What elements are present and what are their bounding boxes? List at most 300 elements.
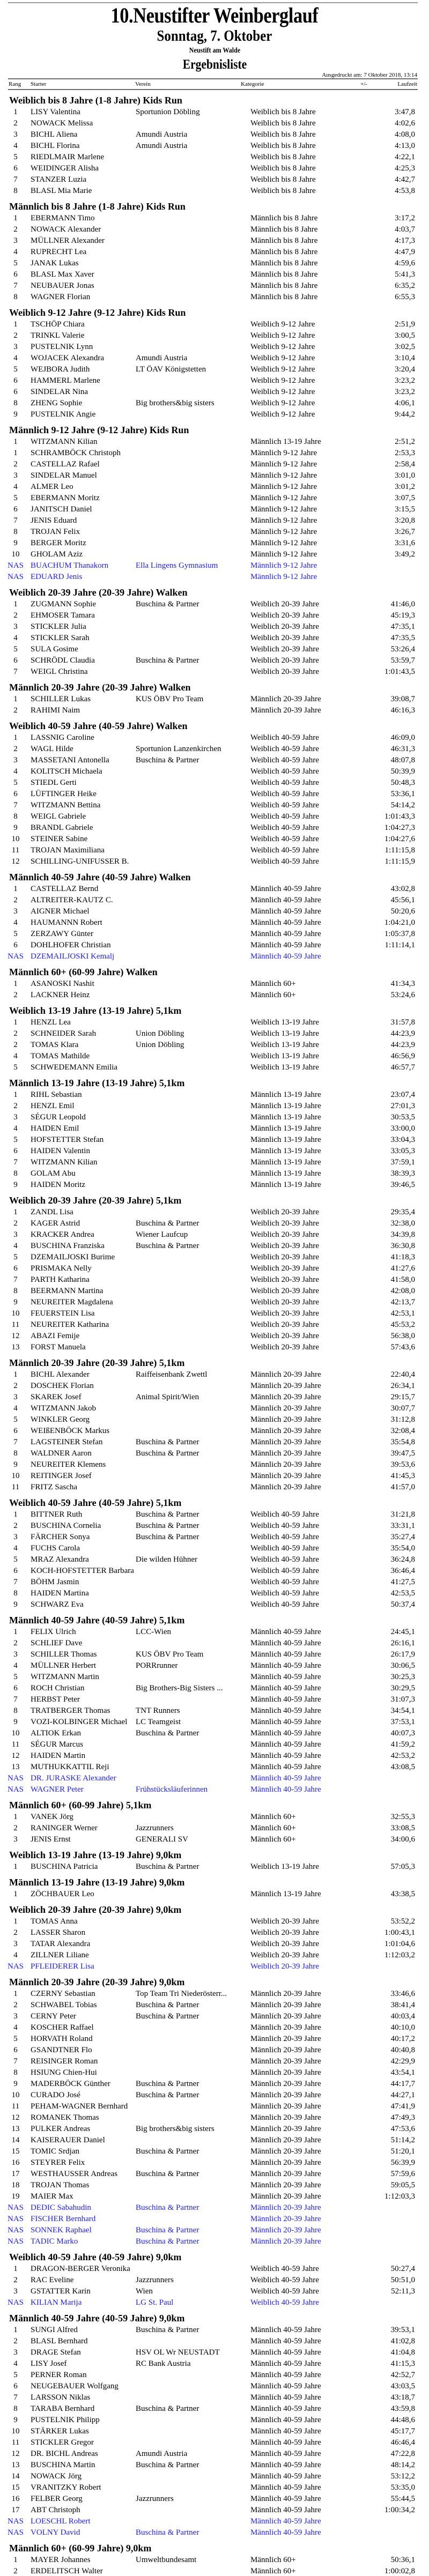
run-time: 32:55,3 (390, 1813, 415, 1821)
section-heading: Männlich bis 8 Jahre (1-8 Jahre) Kids Run (9, 201, 186, 212)
starter-name: MAIER Max (31, 2192, 73, 2201)
category: Männlich 40-59 Jahre (250, 2472, 321, 2481)
category: Weiblich bis 8 Jahre (250, 187, 316, 195)
club: Animal Spirit/Wien (136, 1393, 199, 1401)
run-time: 43:18,7 (390, 2393, 415, 2402)
run-time: 39:47,5 (390, 1449, 415, 1458)
starter-name: BITTNER Ruth (31, 1510, 83, 1519)
category: Männlich 20-39 Jahre (250, 695, 321, 703)
starter-name: TADIC Marko (31, 2237, 78, 2246)
category: Männlich 9-12 Jahre (250, 516, 317, 525)
starter-name: EHMOSER Tamara (31, 611, 95, 620)
starter-name: MÜLLNER Alexander (31, 236, 105, 245)
rank: 5 (13, 778, 18, 787)
rank: 8 (13, 2068, 18, 2077)
rank: NAS (8, 1785, 24, 1794)
starter-name: VRANITZKY Robert (31, 2483, 101, 2492)
run-time: 44:48,6 (390, 2416, 415, 2424)
rank: 1 (13, 885, 18, 893)
rank: 4 (13, 1242, 18, 1250)
rank: 4 (13, 1404, 18, 1413)
rank: 9 (13, 823, 18, 832)
starter-name: TRINKL Valerie (31, 331, 85, 340)
starter-name: FÄRCHER Sonya (31, 1533, 90, 1541)
category: Weiblich 20-39 Jahre (250, 1951, 319, 1959)
category: Weiblich 20-39 Jahre (250, 1287, 319, 1295)
run-time: 41:15,3 (390, 2359, 415, 2368)
starter-name: FRITZ Sascha (31, 1483, 78, 1491)
category: Weiblich 9-12 Jahre (250, 376, 315, 385)
starter-name: PFLEIDERER Lisa (31, 1962, 94, 1971)
event-location-text: Neustift am Walde (189, 47, 240, 55)
run-time: 43:02,8 (390, 885, 415, 893)
rank: 1 (13, 695, 18, 703)
starter-name: FELBER Georg (31, 2495, 83, 2503)
rank: 4 (13, 354, 18, 362)
section-heading: Männlich 40-59 Jahre (40-59 Jahre) 9,0km (9, 2313, 185, 2323)
club: Buschina & Partner (136, 2461, 199, 2469)
column-laufzeit: Laufzeit (397, 81, 417, 87)
rank: 8 (13, 528, 18, 536)
rank: 2 (13, 706, 18, 715)
starter-name: CERNY Peter (31, 2012, 76, 2021)
run-time: 50:36,1 (390, 2556, 415, 2564)
rank: 6 (13, 941, 18, 949)
starter-name: WINKLER Georg (31, 1415, 90, 1424)
club: Big brothers&big sisters (136, 2125, 214, 2133)
section-heading: Männlich 20-39 Jahre (20-39 Jahre) 5,1km (9, 1357, 185, 1368)
starter-name: BICHL Florina (31, 142, 80, 150)
club: Buschina & Partner (136, 2237, 199, 2246)
category: Weiblich 20-39 Jahre (250, 1275, 319, 1284)
starter-name: TOMAS Mathilde (31, 1052, 90, 1060)
rank: 6 (13, 1684, 18, 1692)
category: Männlich 20-39 Jahre (250, 2192, 321, 2201)
rank: 5 (13, 153, 18, 161)
run-time: 41:27,6 (390, 1264, 415, 1273)
category: Männlich 40-59 Jahre (250, 907, 321, 916)
category: Weiblich 20-39 Jahre (250, 1264, 319, 1273)
rank: 1 (13, 1208, 18, 1216)
run-time: 53:26,4 (390, 645, 415, 654)
run-time: 3:26,7 (395, 528, 415, 536)
category: Männlich 20-39 Jahre (250, 1449, 321, 1458)
category: Männlich 20-39 Jahre (250, 1989, 321, 1998)
rank: 2 (13, 611, 18, 620)
run-time: 3:00,5 (395, 331, 415, 340)
run-time: 1:12:03,2 (384, 1951, 415, 1959)
starter-name: FORST Manuela (31, 1343, 86, 1352)
run-time: 41:02,8 (390, 2337, 415, 2345)
run-time: 1:11:15,8 (384, 846, 415, 855)
run-time: 1:04:27,3 (384, 823, 415, 832)
rank: 1 (13, 1510, 18, 1519)
run-time: 51:14,2 (390, 2136, 415, 2144)
run-time: 41:34,3 (390, 979, 415, 988)
starter-name: SKAREK Josef (31, 1393, 82, 1401)
category: Männlich bis 8 Jahre (250, 248, 318, 256)
starter-name: BERGER Moritz (31, 539, 86, 547)
starter-name: LOESCHL Robert (31, 2517, 91, 2526)
run-time: 57:43,6 (390, 1343, 415, 1352)
run-time: 1:00:43,1 (384, 1928, 415, 1937)
club: HSV OL Wr NEUSTADT (136, 2348, 220, 2357)
club: Jazzrunners (136, 2495, 174, 2503)
starter-name: LARSSON Niklas (31, 2393, 91, 2402)
run-time: 57:05,3 (390, 1862, 415, 1871)
run-time: 46:09,0 (390, 733, 415, 742)
category: Männlich 40-59 Jahre (250, 2528, 321, 2537)
starter-name: VANEK Jörg (31, 1813, 73, 1821)
run-time: 47:35,5 (390, 634, 415, 642)
starter-name: WITZMANN Jakob (31, 1404, 97, 1413)
rank: 10 (11, 550, 20, 559)
rank: 10 (11, 1309, 20, 1318)
starter-name: REITINGER Josef (31, 1472, 92, 1480)
starter-name: SCHWABEL Tobias (31, 2001, 97, 2009)
run-time: 30:53,5 (390, 1113, 415, 1122)
starter-name: DZEMAILJOSKI Kemalj (31, 952, 115, 961)
category: Männlich 9-12 Jahre (250, 539, 317, 547)
starter-name: BUSCHINA Patricia (31, 1862, 98, 1871)
starter-name: PRISMAKA Nelly (31, 1264, 92, 1273)
category: Weiblich 40-59 Jahre (250, 2287, 319, 2296)
run-time: 50:27,4 (390, 2265, 415, 2273)
run-time: 6:55,3 (395, 293, 415, 301)
category: Männlich 40-59 Jahre (250, 2326, 321, 2334)
starter-name: BRANDL Gabriele (31, 823, 93, 832)
rank: 1 (13, 979, 18, 988)
starter-name: DOHLHOFER Christian (31, 941, 111, 949)
club: KUS ÖBV Pro Team (136, 1650, 204, 1659)
run-time: 3:31,6 (395, 539, 415, 547)
run-time: 35:54,0 (390, 1544, 415, 1553)
starter-name: CURADO José (31, 2091, 80, 2099)
club: Buschina & Partner (136, 2528, 199, 2537)
run-time: 43:59,8 (390, 2404, 415, 2413)
rank: 2 (13, 1928, 18, 1937)
rank: NAS (8, 1962, 24, 1971)
rank: 3 (13, 622, 18, 631)
rank: 16 (11, 2158, 20, 2167)
starter-name: DRAGE Stefan (31, 2348, 81, 2357)
section-heading: Männlich 60+ (60-99 Jahre) 9,0km (9, 2543, 152, 2553)
category: Männlich 40-59 Jahre (250, 1718, 321, 1726)
run-time: 36:30,8 (390, 1242, 415, 1250)
starter-name: MRAZ Alexandra (31, 1555, 89, 1564)
rank: 4 (13, 482, 18, 491)
rank: 10 (11, 1729, 20, 1738)
category: Weiblich 9-12 Jahre (250, 343, 315, 351)
category: Weiblich 40-59 Jahre (250, 1544, 319, 1553)
rank: NAS (8, 2215, 24, 2223)
starter-name: SCHRÖDL Claudia (31, 656, 95, 665)
category: Weiblich bis 8 Jahre (250, 130, 316, 139)
rank: 1 (13, 2556, 18, 2564)
starter-name: WESTHAUSSER Andreas (31, 2170, 118, 2178)
rank: 4 (13, 918, 18, 927)
rank: 8 (13, 1589, 18, 1598)
rank: 6 (13, 790, 18, 798)
category: Männlich 20-39 Jahre (250, 1460, 321, 1469)
category: Weiblich bis 8 Jahre (250, 175, 316, 184)
club: Buschina & Partner (136, 2226, 199, 2234)
rank: 2 (13, 991, 18, 999)
category: Männlich 20-39 Jahre (250, 706, 321, 715)
starter-name: SCHNEIDER Sarah (31, 1029, 97, 1038)
run-time: 35:27,4 (390, 1533, 415, 1541)
starter-name: TATAR Alexandra (31, 1940, 91, 1948)
category: Männlich 13-19 Jahre (250, 1158, 321, 1167)
starter-name: STANZER Luzia (31, 175, 87, 184)
rank: 11 (11, 2102, 20, 2111)
starter-name: SCHLIEF Dave (31, 1639, 83, 1647)
run-time: 48:14,2 (390, 2461, 415, 2469)
category: Weiblich 9-12 Jahre (250, 331, 315, 340)
club: Buschina & Partner (136, 1219, 199, 1228)
run-time: 33:00,0 (390, 1124, 415, 1133)
club: Buschina & Partner (136, 756, 199, 764)
starter-name: HAUMANNN Robert (31, 918, 102, 927)
run-time: 23:07,4 (390, 1090, 415, 1099)
category: Weiblich 40-59 Jahre (250, 1510, 319, 1519)
category: Männlich 20-39 Jahre (250, 2147, 321, 2156)
run-time: 31:21,8 (390, 1510, 415, 1519)
column-rang: Rang (9, 81, 21, 87)
rank: NAS (8, 2298, 24, 2307)
starter-name: SONNEK Raphael (31, 2226, 92, 2234)
run-time: 48:07,8 (390, 756, 415, 764)
rank: 5 (13, 930, 18, 938)
starter-name: GHOLAM Aziz (31, 550, 83, 559)
starter-name: NEUREITER Katharina (31, 1320, 109, 1329)
starter-name: BÖHM Jasmin (31, 1578, 79, 1586)
run-time: 3:23,2 (395, 388, 415, 396)
category: Männlich 20-39 Jahre (250, 2080, 321, 2088)
rank: 6 (13, 1567, 18, 1575)
run-time: 43:08,5 (390, 1763, 415, 1771)
event-location (0, 46, 429, 56)
starter-name: BLASL Max Xaver (31, 270, 94, 279)
starter-name: LISY Josef (31, 2359, 67, 2368)
starter-name: WOJACEK Alexandra (31, 354, 105, 362)
rank: 3 (13, 1230, 18, 1239)
category: Weiblich 20-39 Jahre (250, 1298, 319, 1306)
run-time: 40:03,4 (390, 2012, 415, 2021)
category: Männlich 20-39 Jahre (250, 2125, 321, 2133)
section-heading: Weiblich bis 8 Jahre (1-8 Jahre) Kids Run (9, 95, 182, 106)
run-time: 46:31,3 (390, 745, 415, 753)
starter-name: HENZL Lea (31, 1018, 71, 1027)
category: Männlich 40-59 Jahre (250, 2348, 321, 2357)
category: Männlich 9-12 Jahre (250, 505, 317, 514)
starter-name: RANINGER Werner (31, 1824, 98, 1832)
run-time: 30:29,5 (390, 1684, 415, 1692)
rank: 2 (13, 460, 18, 469)
starter-name: SCHILLING-UNIFUSSER B. (31, 857, 129, 866)
starter-name: WAGNER Florian (31, 293, 91, 301)
club: Buschina & Partner (136, 1521, 199, 1530)
section-heading: Männlich 40-59 Jahre (40-59 Jahre) 5,1km (9, 1615, 185, 1625)
category: Männlich 60+ (250, 1835, 296, 1844)
rank: 1 (13, 108, 18, 116)
club: Frühstücksläuferinnen (136, 1785, 208, 1794)
page-title-text: 10.Neustifter Weinberglauf (110, 3, 319, 27)
section-heading: Weiblich 40-59 Jahre (40-59 Jahre) 5,1km (9, 1497, 182, 1508)
category: Männlich 20-39 Jahre (250, 2237, 321, 2246)
starter-name: NOWACK Melissa (31, 119, 93, 128)
run-time: 41:57,0 (390, 1483, 415, 1491)
rank: 18 (11, 2181, 20, 2189)
run-time: 46:46,4 (390, 2438, 415, 2447)
rank: 7 (13, 175, 18, 184)
starter-name: ALMER Leo (31, 482, 73, 491)
category: Weiblich 9-12 Jahre (250, 388, 315, 396)
run-time: 35:54,8 (390, 1438, 415, 1446)
category: Männlich 40-59 Jahre (250, 2495, 321, 2503)
category: Männlich 20-39 Jahre (250, 1427, 321, 1435)
run-time: 39:46,5 (390, 1181, 415, 1189)
starter-name: HAMMERL Marlene (31, 376, 100, 385)
category: Weiblich 13-19 Jahre (250, 1052, 319, 1060)
category: Männlich 40-59 Jahre (250, 2416, 321, 2424)
category: Männlich 60+ (250, 1813, 296, 1821)
category: Weiblich 13-19 Jahre (250, 1063, 319, 1072)
starter-name: FEUERSTEIN Lisa (31, 1309, 95, 1318)
club: Amundi Austria (136, 130, 188, 139)
starter-name: WAGNER Peter (31, 1785, 84, 1794)
starter-name: KRACKER Andrea (31, 1230, 94, 1239)
rank: 6 (13, 1427, 18, 1435)
rank: 8 (13, 1287, 18, 1295)
starter-name: GOLAM Abu (31, 1169, 76, 1178)
category: Weiblich bis 8 Jahre (250, 142, 316, 150)
category: Männlich 40-59 Jahre (250, 2359, 321, 2368)
starter-name: RIHL Sebastian (31, 1090, 82, 1099)
category: Männlich 20-39 Jahre (250, 2203, 321, 2212)
section-heading: Weiblich 20-39 Jahre (20-39 Jahre) Walken (9, 587, 188, 598)
category: Männlich 9-12 Jahre (250, 550, 317, 559)
rank: 1 (13, 1370, 18, 1379)
starter-name: BUSCHINA Cornelia (31, 1521, 101, 1530)
rank: 1 (13, 733, 18, 742)
starter-name: HAIDEN Moritz (31, 1181, 86, 1189)
rank: 16 (11, 2495, 20, 2503)
run-time: 41:18,3 (390, 1253, 415, 1261)
category: Weiblich 20-39 Jahre (250, 667, 319, 676)
run-time: 31:57,8 (390, 1018, 415, 1027)
run-time: 4:13,0 (395, 142, 415, 150)
category: Männlich 40-59 Jahre (250, 2506, 321, 2514)
rank: 1 (13, 600, 18, 608)
run-time: 31:07,3 (390, 1695, 415, 1704)
club: Buschina & Partner (136, 656, 199, 665)
run-time: 42:53,2 (390, 1751, 415, 1760)
run-time: 41:27,5 (390, 1578, 415, 1586)
category: Männlich 20-39 Jahre (250, 2057, 321, 2066)
rank: 11 (11, 1483, 20, 1491)
run-time: 3:17,2 (395, 214, 415, 222)
starter-name: LAGSTEINER Stefan (31, 1438, 103, 1446)
category: Weiblich 13-19 Jahre (250, 1029, 319, 1038)
run-time: 1:11:14,1 (384, 941, 415, 949)
club: Buschina & Partner (136, 2080, 199, 2088)
rank: NAS (8, 2226, 24, 2234)
run-time: 52:11,3 (391, 2287, 415, 2296)
category: Weiblich 40-59 Jahre (250, 1533, 319, 1541)
club: Buschina & Partner (136, 2170, 199, 2178)
starter-name: NEUBAUER Jonas (31, 281, 94, 290)
rank: 9 (13, 1600, 18, 1609)
rank: 1 (13, 1090, 18, 1099)
run-time: 1:01:43,5 (384, 667, 415, 676)
starter-name: WITZMANN Kilian (31, 1158, 98, 1167)
category: Männlich 13-19 Jahre (250, 437, 321, 446)
run-time: 42:53,5 (390, 1589, 415, 1598)
category: Weiblich 20-39 Jahre (250, 1332, 319, 1340)
column-kategorie: Kategorie (241, 81, 264, 87)
rank: 4 (13, 142, 18, 150)
column-plusminus: +/- (360, 81, 367, 87)
run-time: 9:44,2 (395, 410, 415, 419)
club: Sportunion Lanzenkirchen (136, 745, 221, 753)
category: Männlich 60+ (250, 2567, 296, 2575)
run-time: 41:46,0 (390, 600, 415, 608)
rank: 15 (11, 2147, 20, 2156)
starter-name: BEERMANN Martina (31, 1287, 103, 1295)
column-starter: Starter (31, 81, 47, 87)
category: Männlich 9-12 Jahre (250, 561, 317, 570)
rank: 7 (13, 516, 18, 525)
starter-name: WEIGL Gabriele (31, 812, 86, 821)
category: Weiblich 20-39 Jahre (250, 1242, 319, 1250)
rank: 5 (13, 645, 18, 654)
starter-name: WITZMANN Bettina (31, 801, 101, 810)
starter-name: TROJAN Thomas (31, 2181, 90, 2189)
category: Männlich bis 8 Jahre (250, 281, 318, 290)
category: Weiblich 20-39 Jahre (250, 1230, 319, 1239)
starter-name: FELIX Ulrich (31, 1628, 76, 1636)
club: Umweltbundesamt (136, 2556, 197, 2564)
starter-name: TSCHÖP Chiara (31, 320, 85, 329)
rank: 8 (13, 1706, 18, 1715)
run-time: 32:08,4 (390, 1427, 415, 1435)
run-time: 30:06,5 (390, 1661, 415, 1670)
category: Männlich 40-59 Jahre (250, 885, 321, 893)
rank: 17 (11, 2170, 20, 2178)
starter-name: TOMIC Srdjan (31, 2147, 79, 2156)
category: Männlich 13-19 Jahre (250, 1090, 321, 1099)
club: Ella Lingens Gymnasium (136, 561, 218, 570)
club: Buschina & Partner (136, 2012, 199, 2021)
starter-name: JENIS Eduard (31, 516, 77, 525)
starter-name: SCHWEDEMANN Emilia (31, 1063, 118, 1072)
club: LT ÖAV Königstetten (136, 365, 206, 374)
run-time: 56:39,9 (390, 2158, 415, 2167)
rank: 1 (13, 437, 18, 446)
run-time: 4:53,8 (395, 187, 415, 195)
run-time: 4:17,3 (395, 236, 415, 245)
category: Männlich 13-19 Jahre (250, 1124, 321, 1133)
run-time: 3:23,2 (395, 376, 415, 385)
run-time: 34:54,1 (390, 1706, 415, 1715)
section-heading: Weiblich 40-59 Jahre (40-59 Jahre) 9,0km (9, 2252, 182, 2262)
starter-name: PEHAM-WAGNER Bernhard (31, 2102, 128, 2111)
rank: 4 (13, 1951, 18, 1959)
starter-name: JENIS Ernst (31, 1835, 71, 1844)
rank: 2 (13, 1219, 18, 1228)
event-date (0, 27, 429, 45)
